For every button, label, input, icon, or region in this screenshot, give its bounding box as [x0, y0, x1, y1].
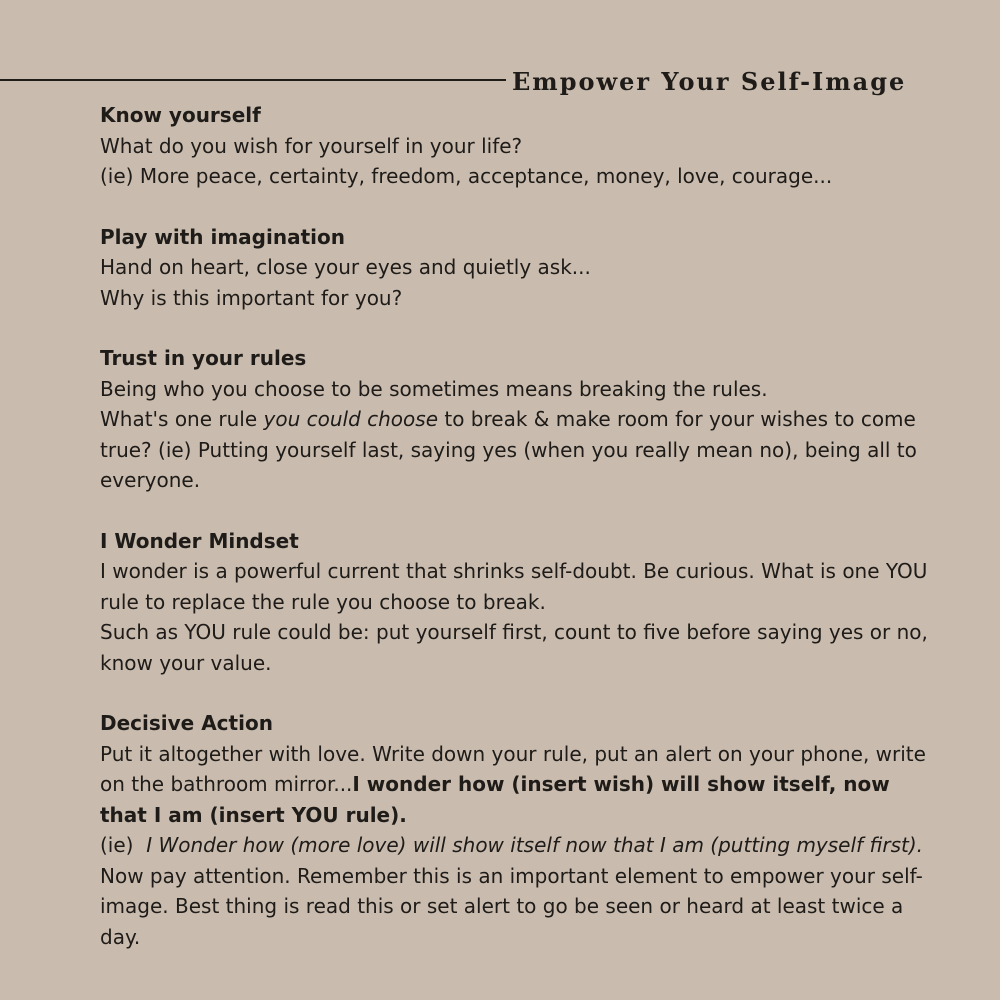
body-line: Being who you choose to be sometimes means breaking the rules. — [100, 376, 768, 401]
section-body — [100, 131, 930, 192]
section-trust-in-your-rules — [100, 343, 930, 496]
body-paragraph: Now pay attention. Remember this is an important element to empower your self-image. Best thing is read this or set alert to go be seen or heard at least twice a day. — [100, 863, 923, 949]
header-rule — [0, 79, 506, 81]
body-line: Hand on heart, close your eyes and quietly ask... — [100, 255, 591, 279]
section-heading: Play with imagination — [100, 224, 345, 249]
example-line — [100, 830, 930, 861]
body-line: (ie) More peace, certainty, freedom, acceptance, money, love, courage... — [100, 164, 833, 188]
section-decisive-action — [100, 708, 930, 952]
body-text: (ie) — [100, 833, 147, 857]
section-heading: Know yourself — [100, 103, 261, 127]
body-text: What's one rule — [100, 407, 264, 431]
page-title: Empower Your Self-Image — [512, 67, 907, 96]
section-body — [100, 374, 930, 496]
section-know-yourself — [100, 100, 930, 192]
body-text: to break & make room for your wishes to come true? (ie) Putting yourself last, saying yes (when you really mean no), being all to everyone. — [100, 407, 917, 492]
emphasis-text: you could choose — [263, 407, 439, 431]
main-content — [100, 100, 930, 982]
body-paragraph — [100, 739, 930, 831]
body-paragraph: Such as YOU rule could be: put yourself first, count to five before saying yes or no, know your value. — [100, 620, 928, 675]
body-line: What do you wish for yourself in your life? — [100, 133, 523, 158]
section-body — [100, 252, 930, 313]
body-line: Why is this important for you? — [100, 285, 403, 310]
section-body — [100, 556, 930, 678]
emphasis-text: I Wonder how (more love) will show itself now that I am (putting myself first). — [146, 833, 924, 857]
body-paragraph — [100, 404, 930, 496]
section-body — [100, 739, 930, 953]
section-i-wonder-mindset — [100, 526, 930, 679]
body-text: Put it altogether with love. Write down your rule, put an alert on your phone, write on the bathroom mirror... — [100, 741, 926, 796]
bold-text: I wonder how (insert wish) will show itself, now that I am (insert YOU rule). — [100, 772, 890, 827]
section-heading: Decisive Action — [100, 711, 273, 735]
section-heading: Trust in your rules — [100, 346, 307, 370]
body-paragraph: I wonder is a powerful current that shrinks self-doubt. Be curious. What is one YOU rule to replace the rule you choose to break. — [100, 559, 928, 614]
section-play-with-imagination — [100, 222, 930, 314]
section-heading: I Wonder Mindset — [100, 528, 299, 553]
